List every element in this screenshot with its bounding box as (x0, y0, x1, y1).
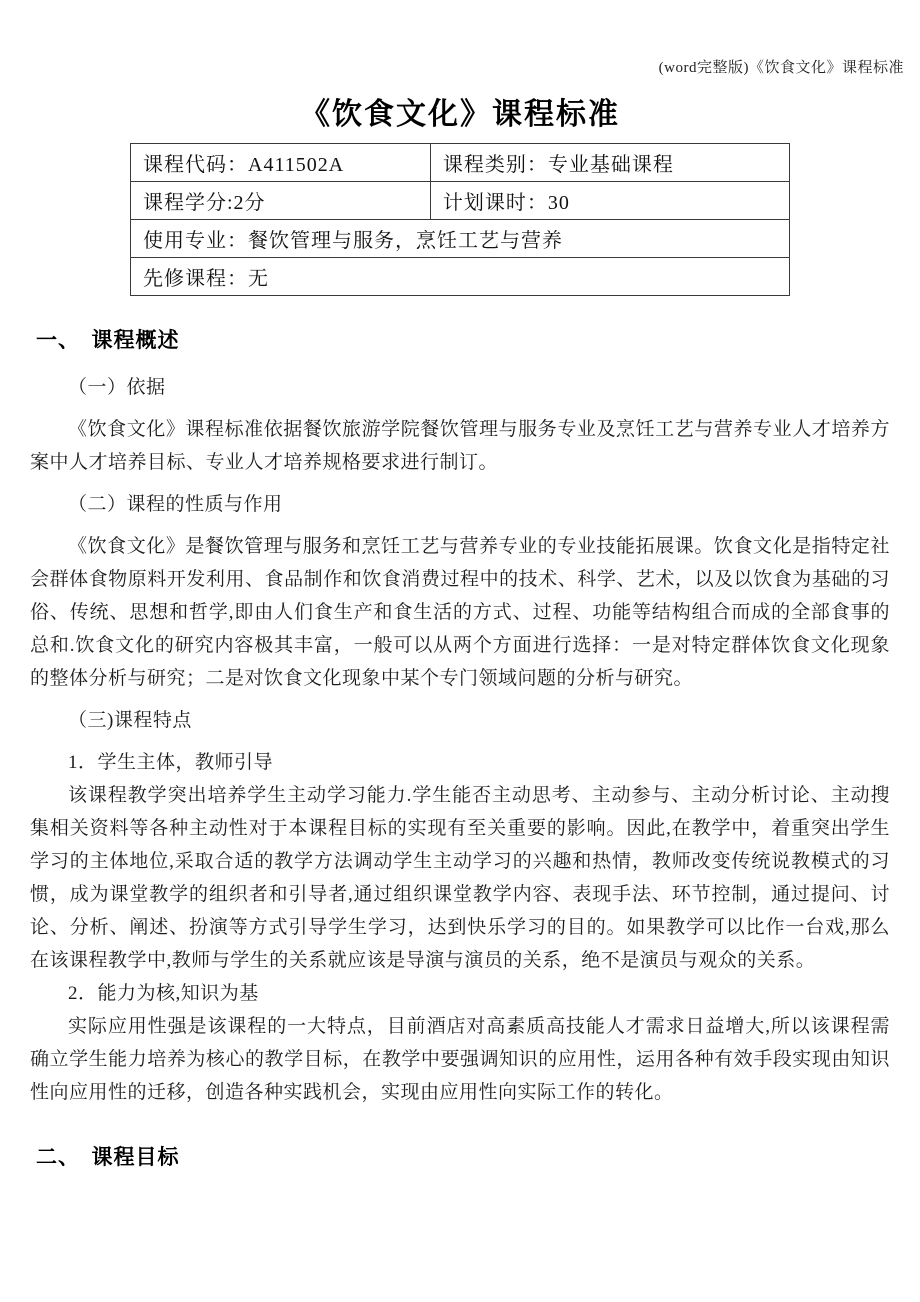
table-cell-course-credits: 课程学分:2分 (131, 182, 431, 220)
paragraph-nature-and-role: 《饮食文化》是餐饮管理与服务和烹饪工艺与营养专业的专业技能拓展课。饮食文化是指特定社会群体食物原料开发利用、食品制作和饮食消费过程中的技术、科学、艺术，以及以饮食为基础的习俗、传统、思想和哲学,即由人们食生产和食生活的方式、过程、功能等结构组合而成的全部食事的总和.饮食文化的研究内容极其丰富，一般可以从两个方面进行选择：一是对特定群体饮食文化现象的整体分析与研究；二是对饮食文化现象中某个专门领域问题的分析与研究。 (30, 536, 890, 689)
table-row (131, 258, 790, 296)
section-heading-course-objectives: 二、 课程目标 (36, 1145, 180, 1169)
course-info-table (130, 143, 790, 296)
feature-item-2-title: 2．能力为核,知识为基 (68, 983, 259, 1004)
table-cell-prerequisites: 先修课程：无 (131, 258, 790, 296)
subheading-nature-and-role: （二）课程的性质与作用 (68, 494, 283, 515)
page-title: 《饮食文化》课程标准 (300, 98, 620, 131)
feature-item-1-title: 1．学生主体，教师引导 (68, 752, 274, 773)
table-row (131, 220, 790, 258)
table-cell-course-category: 课程类别：专业基础课程 (430, 144, 789, 182)
table-row (131, 182, 790, 220)
subheading-basis: （一）依据 (68, 377, 166, 398)
document-body (0, 324, 920, 1174)
table-cell-planned-hours: 计划课时：30 (430, 182, 789, 220)
paragraph-feature-2: 实际应用性强是该课程的一大特点，目前酒店对高素质高技能人才需求日益增大,所以该课程需确立学生能力培养为核心的教学目标，在教学中要强调知识的应用性，运用各种有效手段实现由知识性向应用性的迁移，创造各种实践机会，实现由应用性向实际工作的转化。 (30, 1016, 890, 1103)
paragraph-basis: 《饮食文化》课程标准依据餐饮旅游学院餐饮管理与服务专业及烹饪工艺与营养专业人才培养方案中人才培养目标、专业人才培养规格要求进行制订。 (30, 419, 890, 473)
paragraph-feature-1: 该课程教学突出培养学生主动学习能力.学生能否主动思考、主动参与、主动分析讨论、主动搜集相关资料等各种主动性对于本课程目标的实现有至关重要的影响。因此,在教学中，着重突出学生学习的主体地位,采取合适的教学方法调动学生主动学习的兴趣和热情，教师改变传统说教模式的习惯，成为课堂教学的组织者和引导者,通过组织课堂教学内容、表现手法、环节控制，通过提问、讨论、分析、阐述、扮演等方式引导学生学习，达到快乐学习的目的。如果教学可以比作一台戏,那么在该课程教学中,教师与学生的关系就应该是导演与演员的关系，绝不是演员与观众的关系。 (30, 785, 890, 971)
section-heading-course-overview: 一、 课程概述 (36, 328, 180, 352)
table-cell-applicable-majors: 使用专业：餐饮管理与服务，烹饪工艺与营养 (131, 220, 790, 258)
document-header: (word完整版)《饮食文化》课程标准 (658, 60, 904, 76)
table-cell-course-code: 课程代码：A411502A (131, 144, 431, 182)
table-row (131, 144, 790, 182)
subheading-course-features: （三)课程特点 (68, 710, 192, 731)
